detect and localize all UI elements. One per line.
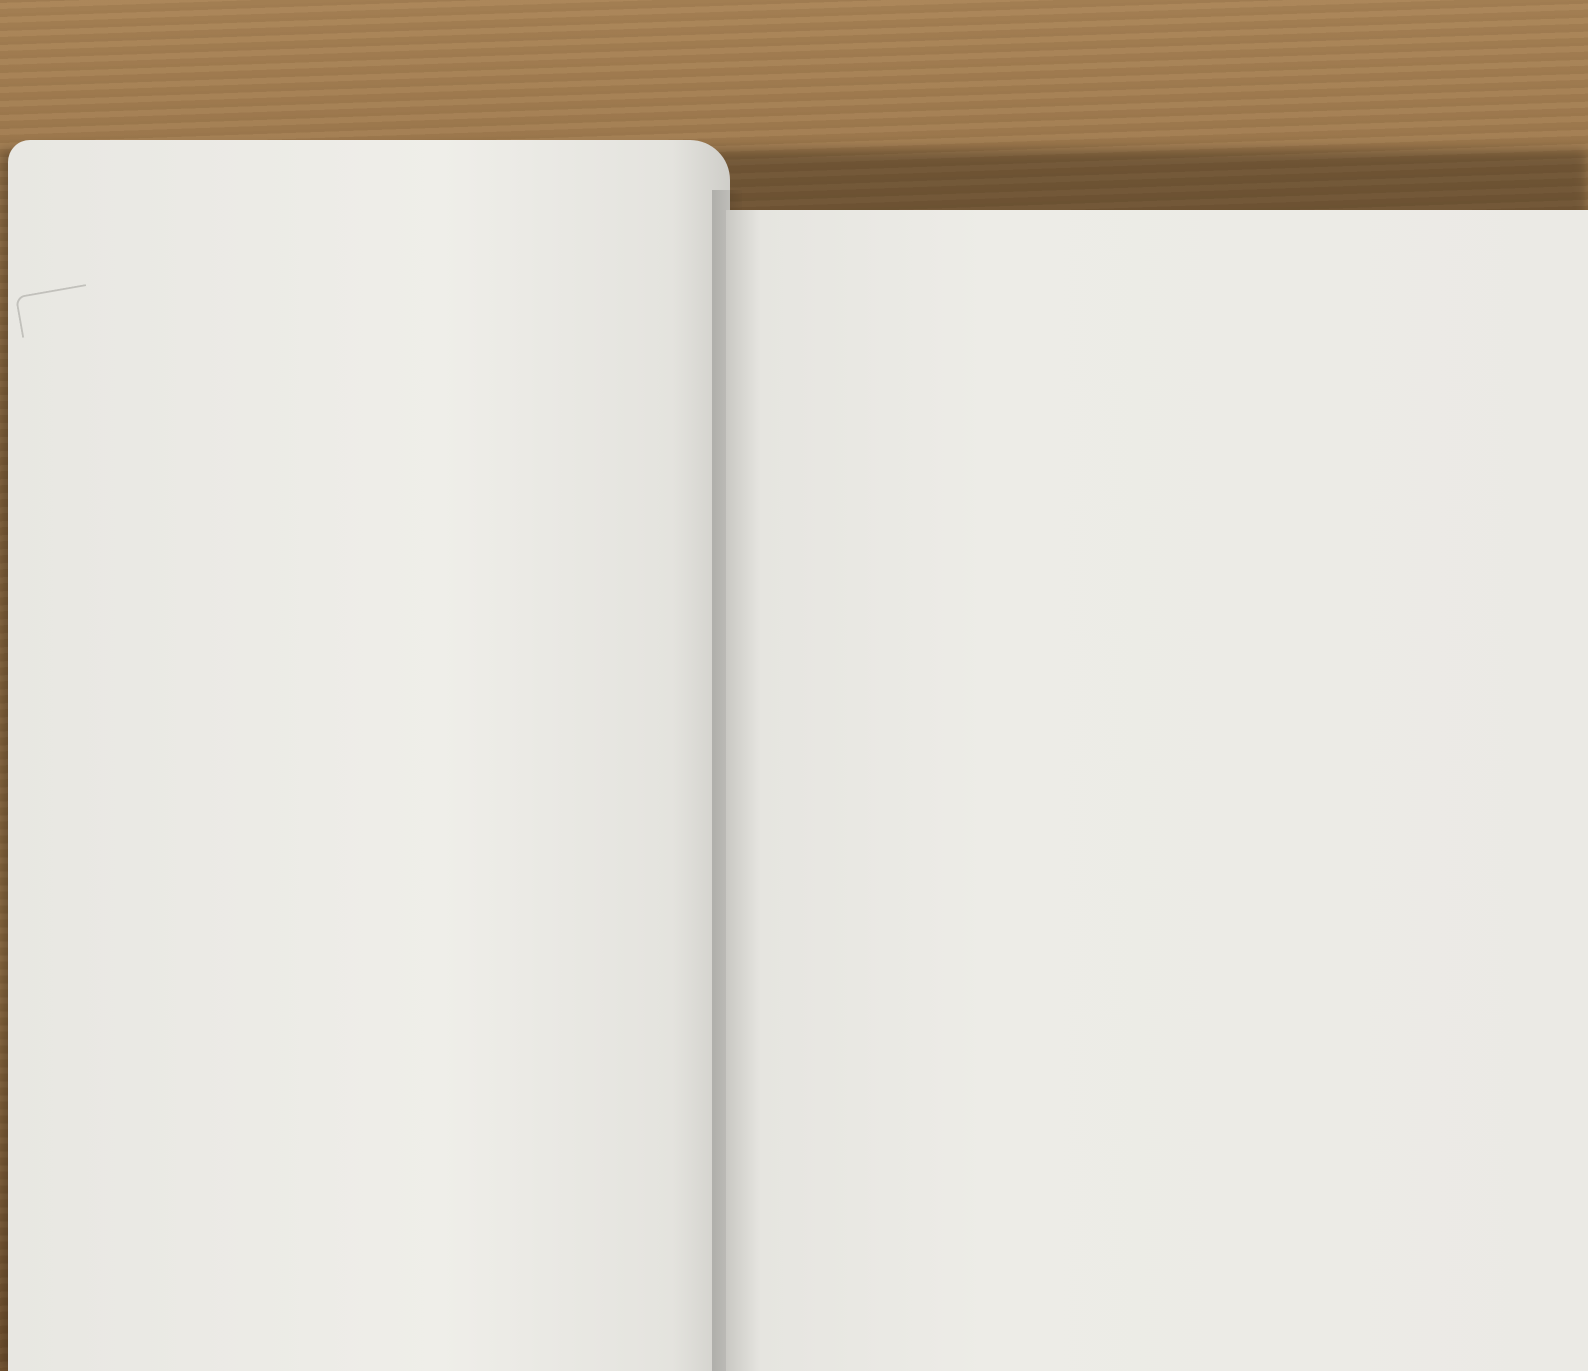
page-corner-fold — [15, 284, 93, 338]
right-page — [726, 210, 1588, 1371]
left-page — [8, 140, 730, 1371]
